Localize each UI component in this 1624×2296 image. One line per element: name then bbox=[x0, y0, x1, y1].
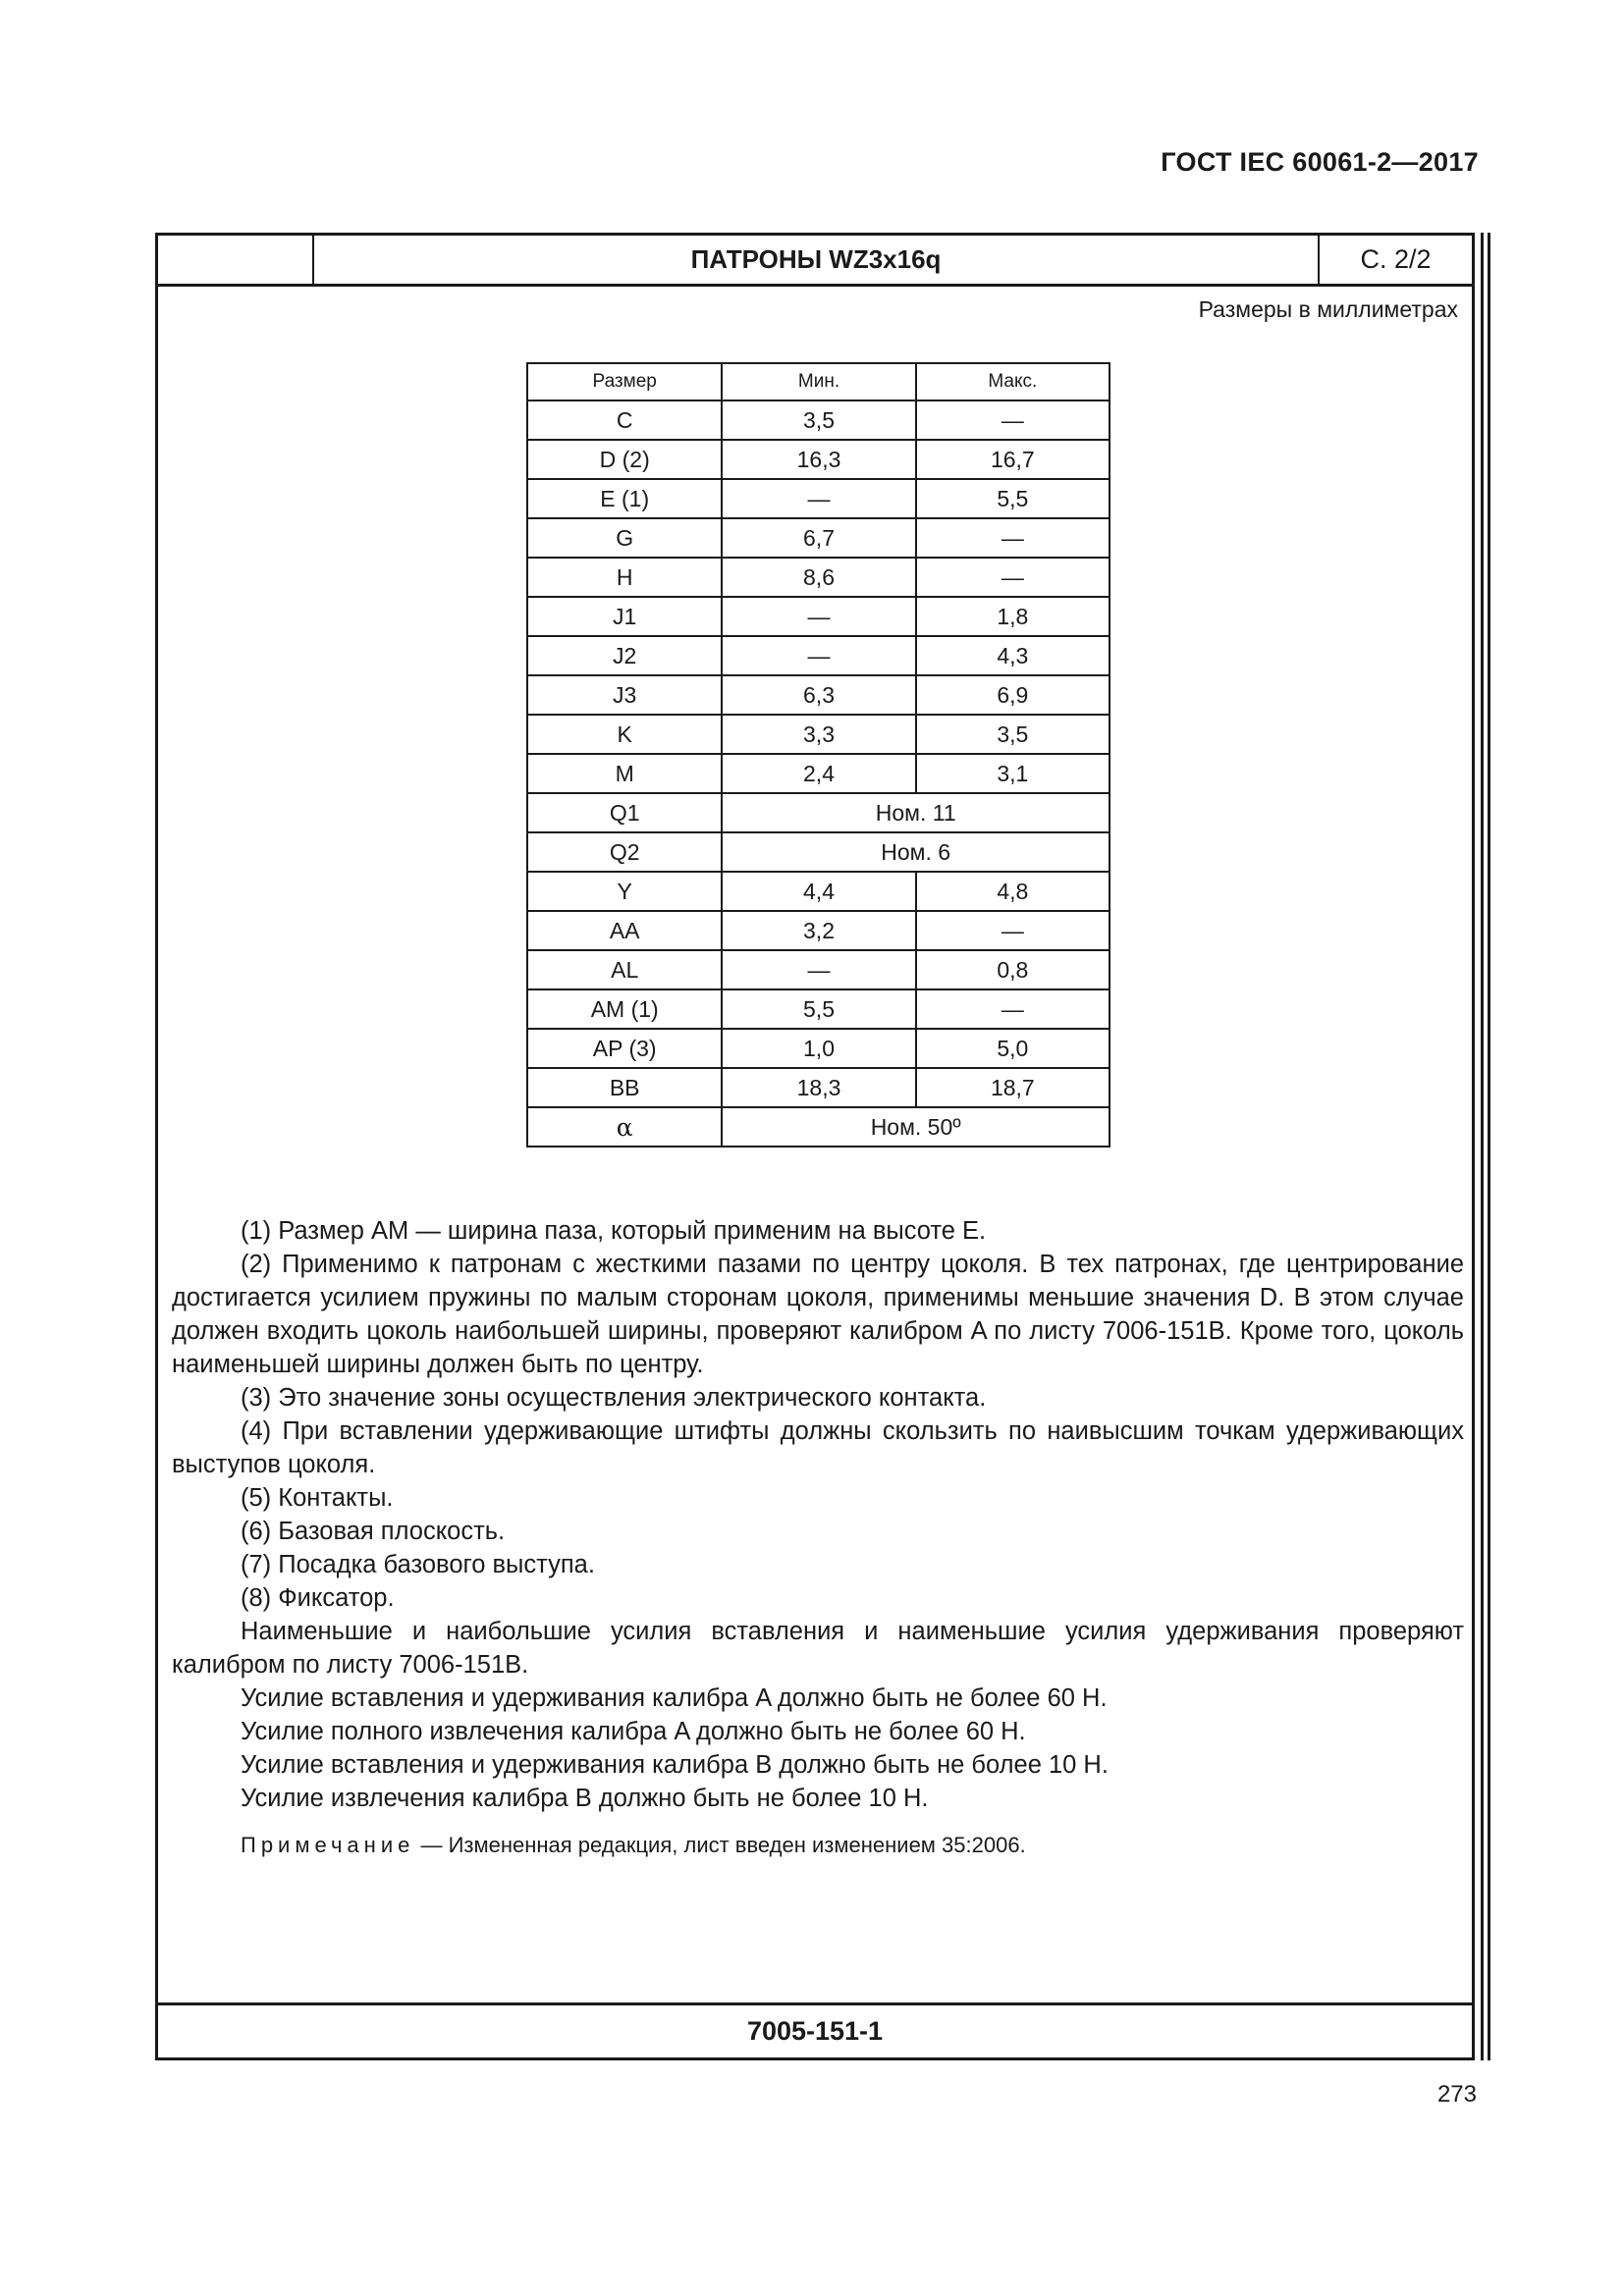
table-row bbox=[527, 754, 1110, 793]
cell-size: M bbox=[527, 754, 722, 793]
cell-max: 18,7 bbox=[916, 1068, 1110, 1107]
cell-max: — bbox=[916, 558, 1110, 597]
cell-size: Q1 bbox=[527, 793, 722, 832]
cell-min: — bbox=[722, 636, 915, 675]
cell-min: 16,3 bbox=[722, 440, 915, 479]
note-paragraph: (2) Применимо к патронам с жесткими пазами по центру цоколя. В тех патронах, где центрирование достигается усилием пружины по малым сторонам цоколя, применимы меньшие значения D. В этом случае должен входить цоколь наибольшей ширины, проверяют калибром A по листу 7006-151B. Кроме того, цоколь наименьшей ширины должен быть по центру. bbox=[172, 1251, 1464, 1378]
sheet-page-indicator: С. 2/2 bbox=[1360, 244, 1432, 274]
cell-min: 18,3 bbox=[722, 1068, 915, 1107]
note-paragraph: (6) Базовая плоскость. bbox=[241, 1518, 506, 1545]
header-blank-cell bbox=[158, 236, 314, 284]
cell-size: α bbox=[527, 1107, 722, 1147]
note-paragraph: Усилие вставления и удерживания калибра B должно быть не более 10 Н. bbox=[241, 1751, 1109, 1779]
table-row bbox=[527, 1068, 1110, 1107]
cell-min: 2,4 bbox=[722, 754, 915, 793]
cell-min: 6,3 bbox=[722, 675, 915, 715]
table-row bbox=[527, 675, 1110, 715]
cell-min: — bbox=[722, 479, 915, 518]
sheet-header bbox=[158, 236, 1472, 287]
cell-size: E (1) bbox=[527, 479, 722, 518]
note-paragraph: (5) Контакты. bbox=[241, 1484, 394, 1512]
cell-max: 4,3 bbox=[916, 636, 1110, 675]
note-paragraph: Усилие полного извлечения калибра A должно быть не более 60 Н. bbox=[241, 1718, 1026, 1745]
remark-text: — Измененная редакция, лист введен изменением 35:2006. bbox=[414, 1833, 1026, 1857]
column-header-min: Мин. bbox=[722, 363, 915, 400]
cell-size: Q2 bbox=[527, 832, 722, 872]
remark bbox=[172, 1829, 1464, 1862]
table-header-row bbox=[527, 363, 1110, 400]
standard-number: ГОСТ IEC 60061-2—2017 bbox=[1161, 147, 1479, 177]
dimensions-table-body bbox=[527, 400, 1110, 1147]
cell-min: 8,6 bbox=[722, 558, 915, 597]
cell-max: 1,8 bbox=[916, 597, 1110, 636]
cell-size: H bbox=[527, 558, 722, 597]
table-row bbox=[527, 950, 1110, 989]
cell-size: G bbox=[527, 518, 722, 558]
sheet-title: ПАТРОНЫ WZ3x16q bbox=[314, 236, 1320, 284]
sheet-frame bbox=[155, 233, 1475, 2060]
cell-size: AM (1) bbox=[527, 989, 722, 1029]
table-row bbox=[527, 479, 1110, 518]
cell-size: AP (3) bbox=[527, 1029, 722, 1068]
cell-min: 5,5 bbox=[722, 989, 915, 1029]
note-paragraph: (8) Фиксатор. bbox=[241, 1584, 395, 1612]
cell-max: 16,7 bbox=[916, 440, 1110, 479]
units-note: Размеры в миллиметрах bbox=[1198, 296, 1458, 322]
table-row bbox=[527, 1107, 1110, 1147]
column-header-max: Макс. bbox=[916, 363, 1110, 400]
cell-min: 3,5 bbox=[722, 400, 915, 440]
remark-label: Примечание bbox=[241, 1833, 415, 1857]
notes-list bbox=[172, 1214, 1464, 1815]
cell-size: D (2) bbox=[527, 440, 722, 479]
note-paragraph: (7) Посадка базового выступа. bbox=[241, 1551, 595, 1578]
cell-min: 3,3 bbox=[722, 715, 915, 754]
notes-section bbox=[172, 1214, 1464, 1862]
cell-max: — bbox=[916, 518, 1110, 558]
cell-max: 3,5 bbox=[916, 715, 1110, 754]
cell-size: Y bbox=[527, 872, 722, 911]
cell-size: C bbox=[527, 400, 722, 440]
cell-min: 4,4 bbox=[722, 872, 915, 911]
note-paragraph: Усилие вставления и удерживания калибра A должно быть не более 60 Н. bbox=[241, 1684, 1108, 1712]
cell-size: AA bbox=[527, 911, 722, 950]
note-paragraph: Усилие извлечения калибра B должно быть не более 10 Н. bbox=[241, 1785, 929, 1812]
table-row bbox=[527, 597, 1110, 636]
cell-size: J1 bbox=[527, 597, 722, 636]
cell-nominal: Ном. 50º bbox=[722, 1107, 1110, 1147]
cell-size: J3 bbox=[527, 675, 722, 715]
cell-size: AL bbox=[527, 950, 722, 989]
table-row bbox=[527, 872, 1110, 911]
cell-max: 6,9 bbox=[916, 675, 1110, 715]
table-row bbox=[527, 1029, 1110, 1068]
table-row bbox=[527, 440, 1110, 479]
table-row bbox=[527, 636, 1110, 675]
cell-max: 5,0 bbox=[916, 1029, 1110, 1068]
cell-max: — bbox=[916, 400, 1110, 440]
cell-size: BB bbox=[527, 1068, 722, 1107]
dimensions-table bbox=[526, 362, 1110, 1148]
table-row bbox=[527, 989, 1110, 1029]
table-row bbox=[527, 518, 1110, 558]
table-row bbox=[527, 715, 1110, 754]
column-header-size: Размер bbox=[527, 363, 722, 400]
cell-min: — bbox=[722, 950, 915, 989]
note-paragraph: (4) При вставлении удерживающие штифты должны скользить по наивысшим точкам удерживающих выступов цоколя. bbox=[172, 1417, 1464, 1478]
cell-size: J2 bbox=[527, 636, 722, 675]
table-row bbox=[527, 558, 1110, 597]
cell-min: — bbox=[722, 597, 915, 636]
cell-nominal: Ном. 11 bbox=[722, 793, 1110, 832]
table-row bbox=[527, 832, 1110, 872]
cell-max: 3,1 bbox=[916, 754, 1110, 793]
frame-double-line bbox=[1481, 233, 1484, 2060]
sheet-footer-id: 7005-151-1 bbox=[158, 2002, 1472, 2057]
cell-max: 5,5 bbox=[916, 479, 1110, 518]
cell-min: 1,0 bbox=[722, 1029, 915, 1068]
page-number: 273 bbox=[1436, 2081, 1477, 2108]
cell-max: 4,8 bbox=[916, 872, 1110, 911]
cell-max: — bbox=[916, 911, 1110, 950]
cell-size: K bbox=[527, 715, 722, 754]
cell-max: 0,8 bbox=[916, 950, 1110, 989]
cell-max: — bbox=[916, 989, 1110, 1029]
table-row bbox=[527, 911, 1110, 950]
note-paragraph: (1) Размер AM — ширина паза, который применим на высоте E. bbox=[241, 1217, 987, 1245]
note-paragraph: (3) Это значение зоны осуществления электрического контакта. bbox=[241, 1384, 987, 1412]
note-paragraph: Наименьшие и наибольшие усилия вставления и наименьшие усилия удерживания проверяют калибром по листу 7006-151B. bbox=[172, 1618, 1464, 1679]
table-row bbox=[527, 793, 1110, 832]
cell-min: 6,7 bbox=[722, 518, 915, 558]
cell-min: 3,2 bbox=[722, 911, 915, 950]
table-row bbox=[527, 400, 1110, 440]
frame-double-line bbox=[1488, 233, 1490, 2060]
cell-nominal: Ном. 6 bbox=[722, 832, 1110, 872]
